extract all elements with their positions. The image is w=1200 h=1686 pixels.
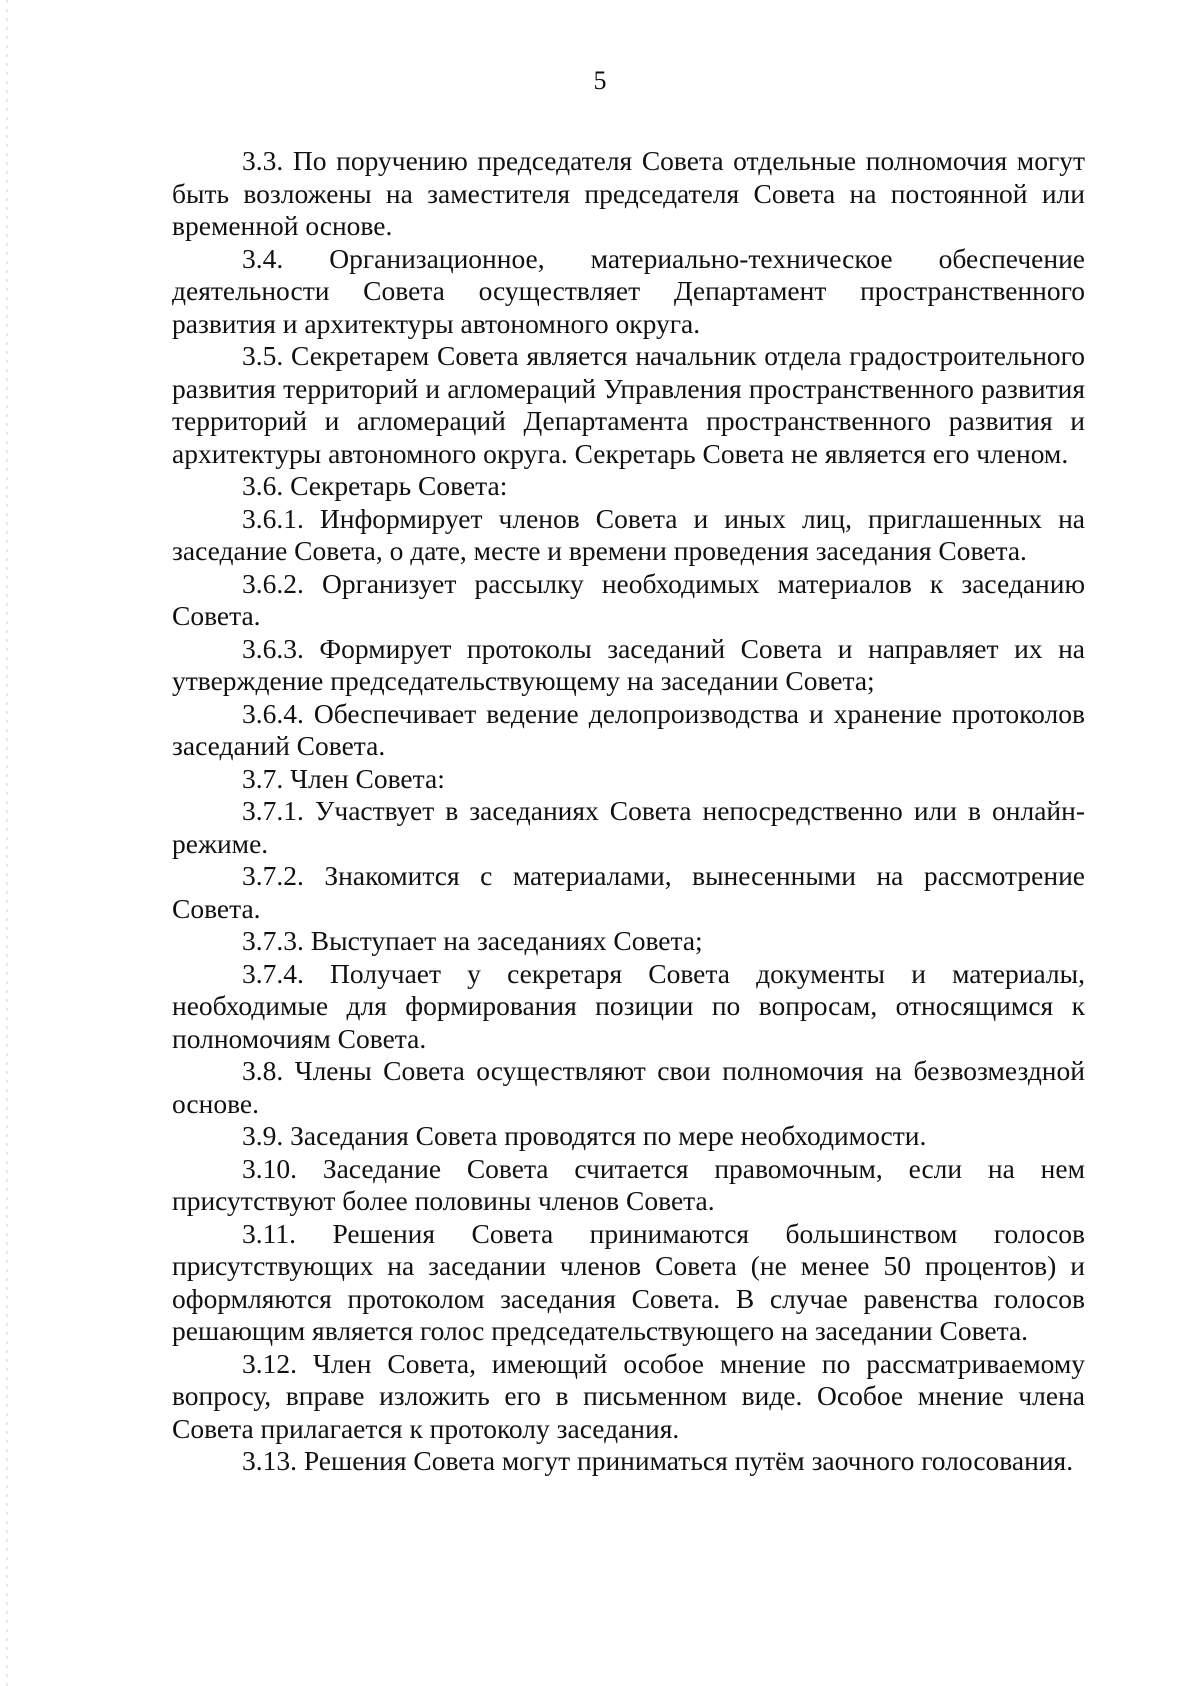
paragraph-3-9: 3.9. Заседания Совета проводятся по мере необходимости. [242,1120,927,1151]
paragraph-3-10: 3.10. Заседание Совета считается правомочным, если на нем присутствуют более половины членов Совета. [172,1152,1085,1216]
paragraph-3-7-2: 3.7.2. Знакомится с материалами, вынесенными на рассмотрение Совета. [172,860,1085,924]
paragraph-3-6: 3.6. Секретарь Совета: [242,470,508,501]
paragraph-3-6-1: 3.6.1. Информирует членов Совета и иных лиц, приглашенных на заседание Совета, о дате, месте и времени проведения заседания Совета. [172,502,1085,566]
paragraph-3-12: 3.12. Член Совета, имеющий особое мнение по рассматриваемому вопросу, вправе изложить его в письменном виде. Особое мнение члена Совета прилагается к протоколу заседания. [172,1347,1085,1444]
paragraph-3-7-3: 3.7.3. Выступает на заседаниях Совета; [242,925,703,956]
document-body [172,145,1085,1478]
paragraph-3-6-3: 3.6.3. Формирует протоколы заседаний Совета и направляет их на утверждение председательствующему на заседании Совета; [172,632,1085,696]
paragraph-3-7-4: 3.7.4. Получает у секретаря Совета документы и материалы, необходимые для формирования позиции по вопросам, относящимся к полномочиям Совета. [172,957,1085,1054]
page-number: 5 [593,66,607,95]
paragraph-3-4: 3.4. Организационное, материально-техническое обеспечение деятельности Совета осуществляет Департамент пространственного развития и архитектуры автономного округа. [172,242,1085,339]
paragraph-3-11: 3.11. Решения Совета принимаются большинством голосов присутствующих на заседании членов Совета (не менее 50 процентов) и оформляются протоколом заседания Совета. В случае равенства голосов решающим является голос председательствующего на заседании Совета. [172,1217,1085,1346]
paragraph-3-13: 3.13. Решения Совета могут приниматься путём заочного голосования. [242,1445,1074,1476]
paragraph-3-6-2: 3.6.2. Организует рассылку необходимых материалов к заседанию Совета. [172,567,1085,631]
scan-edge-artifact [6,0,8,1686]
paragraph-3-6-4: 3.6.4. Обеспечивает ведение делопроизводства и хранение протоколов заседаний Совета. [172,697,1085,761]
paragraph-3-8: 3.8. Члены Совета осуществляют свои полномочия на безвозмездной основе. [172,1055,1085,1119]
paragraph-3-7-1: 3.7.1. Участвует в заседаниях Совета непосредственно или в онлайн-режиме. [172,795,1085,859]
paragraph-3-3: 3.3. По поручению председателя Совета отдельные полномочия могут быть возложены на заместителя председателя Совета на постоянной или временной основе. [172,145,1085,241]
paragraph-3-7: 3.7. Член Совета: [242,762,445,794]
paragraph-3-5: 3.5. Секретарем Совета является начальник отдела градостроительного развития территорий и агломераций Управления пространственного развития территорий и агломераций Департамента пространственного развития и архитектуры автономного округа. Секретарь Совета не является его членом. [172,340,1085,469]
